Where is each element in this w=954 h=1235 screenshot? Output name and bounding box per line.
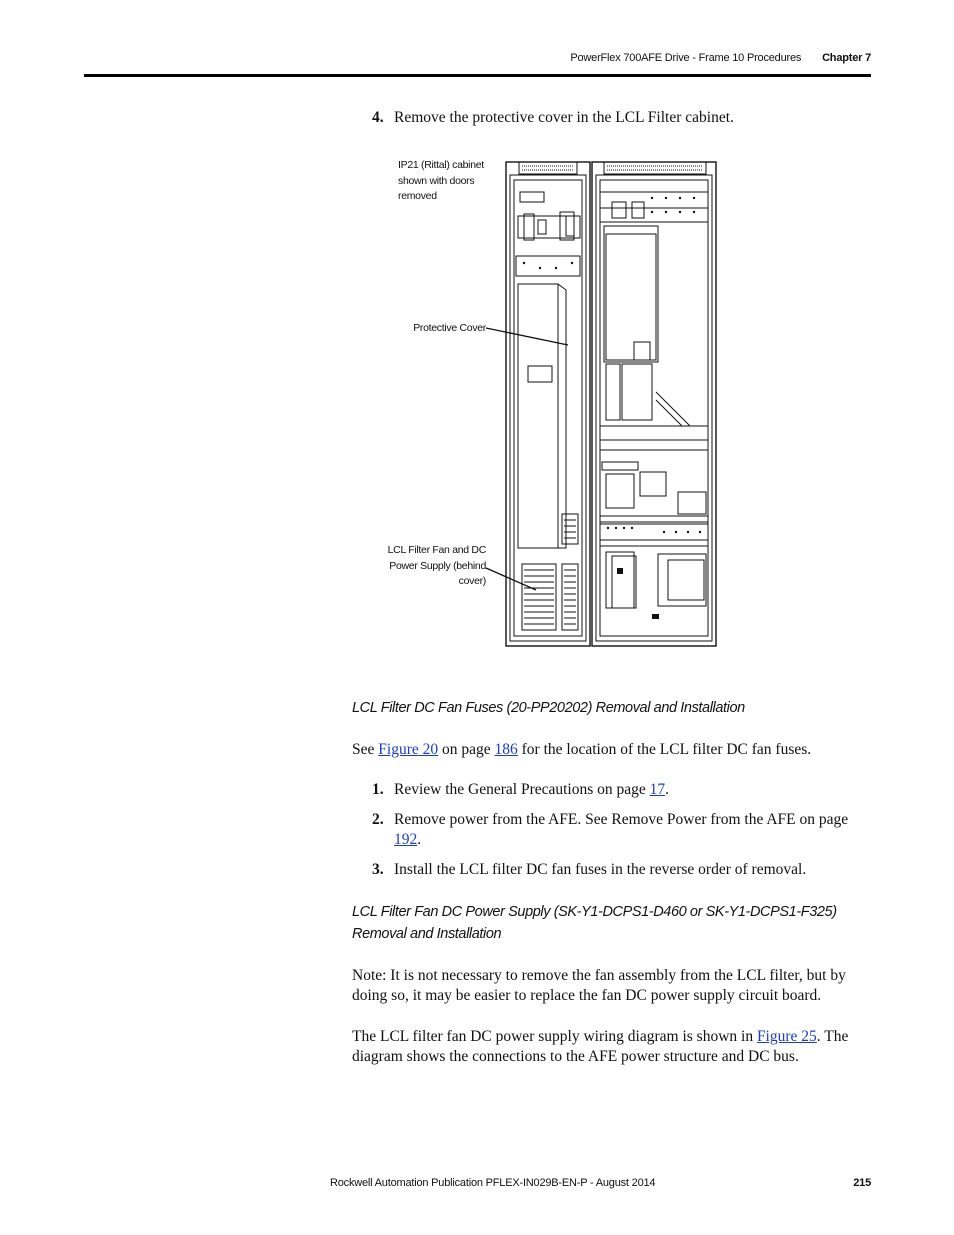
step-text: Install the LCL filter DC fan fuses in the reverse order of removal.	[394, 861, 807, 878]
section1-intro	[352, 740, 872, 760]
header-section-title: PowerFlex 700AFE Drive - Frame 10 Procedures	[570, 52, 802, 64]
section1-step-3	[372, 860, 872, 880]
step-number: 2.	[372, 811, 384, 828]
footer-publication: Rockwell Automation Publication PFLEX-IN029B-EN-P - August 2014	[330, 1177, 656, 1189]
step-number: 4.	[372, 109, 384, 126]
intro-rest: for the location of the LCL filter DC fan fuses.	[517, 741, 812, 758]
step-text: Remove the protective cover in the LCL Filter cabinet.	[394, 109, 734, 126]
step-4	[372, 108, 872, 128]
link-page-186[interactable]: 186	[494, 741, 518, 758]
section1-step-1	[372, 780, 872, 800]
section1-step-2	[372, 810, 872, 850]
step-number: 3.	[372, 861, 384, 878]
section2-note: Note: It is not necessary to remove the fan assembly from the LCL filter, but by doing so, it may be easier to replace the fan DC power supply circuit board.	[352, 967, 846, 1004]
header-rule	[84, 74, 871, 77]
callout-fan-power-supply: LCL Filter Fan and DC Power Supply (behind cover)	[387, 544, 486, 587]
link-figure-20[interactable]: Figure 20	[378, 741, 439, 758]
header-chapter: Chapter 7	[822, 52, 871, 64]
running-header	[570, 52, 871, 64]
link-page-192[interactable]: 192	[394, 831, 418, 848]
section2-paragraph: The LCL filter fan DC power supply wiring diagram is shown in Figure 25. The diagram shows the connections to the AFE power structure and DC bus.	[352, 1028, 849, 1065]
step-text: Remove power from the AFE. See Remove Power from the AFE on page 192.	[394, 811, 849, 848]
footer-page-number: 215	[853, 1177, 871, 1189]
step-text: Review the General Precautions on page 17.	[394, 781, 670, 798]
cabinet-drawing	[380, 150, 730, 650]
section-heading-fan-dc-power-supply: LCL Filter Fan DC Power Supply (SK-Y1-DCPS1-D460 or SK-Y1-DCPS1-F325) Removal and Installation	[352, 904, 837, 942]
callout-protective-cover: Protective Cover	[413, 322, 486, 334]
step-number: 1.	[372, 781, 384, 798]
link-page-17[interactable]: 17	[649, 781, 666, 798]
intro-on-page: on page	[438, 741, 495, 758]
section-heading-dc-fan-fuses: LCL Filter DC Fan Fuses (20-PP20202) Removal and Installation	[352, 700, 745, 716]
link-figure-25[interactable]: Figure 25	[756, 1028, 817, 1045]
callout-cabinet: IP21 (Rittal) cabinet shown with doors removed	[398, 159, 484, 202]
intro-see: See	[352, 741, 379, 758]
